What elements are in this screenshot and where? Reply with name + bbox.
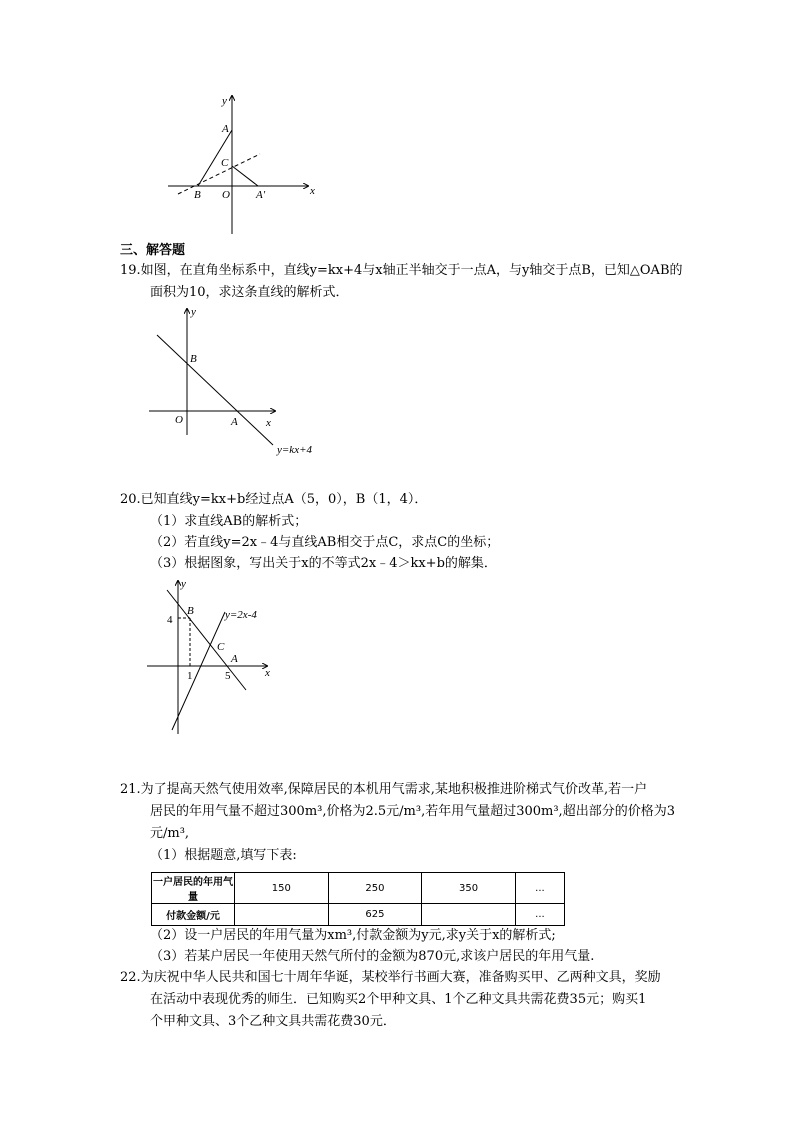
table-row bbox=[152, 873, 565, 904]
q20-part3: （3）根据图象，写出关于x的不等式2x﹣4＞kx+b的解集． bbox=[150, 556, 497, 571]
table-cell: 625 bbox=[328, 904, 422, 926]
q21-part3: （3）若某户居民一年使用天然气所付的金额为870元,求该户居民的年用气量. bbox=[150, 949, 595, 964]
tick-label-5: 5 bbox=[225, 670, 231, 682]
point-label-A: A bbox=[231, 416, 238, 428]
q19-line2: 面积为10，求这条直线的解析式． bbox=[150, 285, 349, 300]
line-kx-plus-4 bbox=[157, 335, 273, 445]
tick-label-1: 1 bbox=[187, 670, 193, 682]
q19-line1: 19.如图，在直角坐标系中，直线y=kx+4与x轴正半轴交于一点A，与y轴交于点B，已知△OAB的 bbox=[120, 263, 683, 278]
figure-q18 bbox=[160, 90, 330, 240]
line-label: y=kx+4 bbox=[277, 444, 312, 456]
point-label-B: B bbox=[190, 353, 197, 365]
q20-part1: （1）求直线AB的解析式； bbox=[150, 514, 308, 529]
table-cell: 250 bbox=[328, 873, 422, 904]
q21-part2: （2）设一户居民的年用气量为xm³,付款金额为y元,求y关于x的解析式; bbox=[150, 928, 556, 943]
q20-part2: （2）若直线y=2x﹣4与直线AB相交于点C，求点C的坐标； bbox=[150, 535, 500, 550]
point-label-B: B bbox=[187, 605, 194, 617]
figure-q19 bbox=[145, 305, 325, 465]
line-AB bbox=[167, 590, 246, 690]
table-cell: ... bbox=[515, 873, 564, 904]
axis-label-y: y bbox=[191, 306, 196, 318]
q21-line1: 21.为了提高天然气使用效率,保障居民的本机用气需求,某地积极推进阶梯式气价改革,若一户 bbox=[120, 782, 648, 797]
table-cell bbox=[235, 904, 329, 926]
table-row bbox=[152, 904, 565, 926]
point-label-O: O bbox=[175, 414, 183, 426]
table-cell: ... bbox=[515, 904, 564, 926]
point-label-C: C bbox=[221, 157, 229, 169]
point-label-A: A bbox=[231, 653, 238, 665]
table-cell: 350 bbox=[422, 873, 516, 904]
axis-label-x: x bbox=[310, 185, 315, 197]
axis-label-y: y bbox=[222, 95, 227, 107]
gas-price-table bbox=[151, 872, 565, 926]
point-label-A-prime: A′ bbox=[256, 189, 266, 201]
table-cell: 付款金额/元 bbox=[152, 904, 235, 926]
table-cell bbox=[422, 904, 516, 926]
point-label-A: A bbox=[222, 123, 229, 135]
section-title: 三、解答题 bbox=[120, 243, 186, 258]
point-label-B: B bbox=[194, 189, 201, 201]
table-cell: 150 bbox=[235, 873, 329, 904]
q22-line2: 在活动中表现优秀的师生．已知购买2个甲种文具、1个乙种文具共需花费35元；购买1 bbox=[150, 992, 647, 1007]
q21-line2: 居民的年用气量不超过300m³,价格为2.5元/m³,若年用气量超过300m³,超出部分的价格为3 bbox=[150, 804, 675, 819]
figure-q20 bbox=[145, 578, 280, 736]
line-label: y=2x-4 bbox=[225, 609, 257, 621]
q20-stem: 20.已知直线y=kx+b经过点A（5，0），B（1，4）． bbox=[120, 492, 428, 507]
point-label-C: C bbox=[217, 641, 225, 653]
axis-label-x: x bbox=[266, 417, 271, 429]
q21-line3: 元/m³, bbox=[150, 826, 190, 841]
q22-line3: 个甲种文具、3个乙种文具共需花费30元． bbox=[150, 1014, 396, 1029]
tick-label-4: 4 bbox=[167, 614, 173, 626]
axis-label-y: y bbox=[181, 578, 186, 590]
line-CA-prime bbox=[232, 166, 258, 186]
table-cell: 一户居民的年用气量 bbox=[152, 873, 235, 904]
q21-part1: （1）根据题意,填写下表: bbox=[150, 848, 297, 863]
axis-label-x: x bbox=[265, 667, 270, 679]
q22-line1: 22.为庆祝中华人民共和国七十周年华诞，某校举行书画大赛，准备购买甲、乙两种文具，奖励 bbox=[120, 970, 661, 985]
dashed-line bbox=[178, 154, 260, 194]
point-label-O: O bbox=[222, 189, 230, 201]
